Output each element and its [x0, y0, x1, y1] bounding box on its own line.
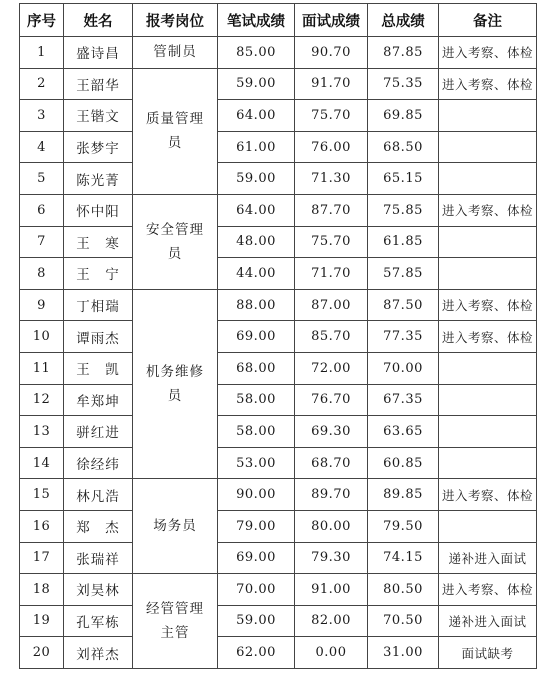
cell-remark: 进入考察、体检 [439, 574, 537, 606]
cell-name: 郑 杰 [64, 510, 133, 542]
cell-no: 5 [20, 163, 64, 195]
cell-name: 王韶华 [64, 68, 133, 100]
cell-interview: 90.70 [295, 37, 368, 69]
cell-written: 88.00 [218, 289, 295, 321]
cell-remark [439, 163, 537, 195]
cell-written: 69.00 [218, 542, 295, 574]
table-row [20, 352, 537, 384]
cell-interview: 82.00 [295, 605, 368, 637]
header-interview: 面试成绩 [295, 4, 368, 37]
cell-interview: 68.70 [295, 447, 368, 479]
table-row [20, 163, 537, 195]
header-row [20, 4, 537, 37]
table-row [20, 321, 537, 353]
cell-no: 17 [20, 542, 64, 574]
cell-no: 11 [20, 352, 64, 384]
cell-total: 75.85 [368, 194, 439, 226]
cell-interview: 85.70 [295, 321, 368, 353]
cell-interview: 71.30 [295, 163, 368, 195]
header-name: 姓名 [64, 4, 133, 37]
cell-total: 75.35 [368, 68, 439, 100]
cell-interview: 89.70 [295, 479, 368, 511]
cell-remark [439, 510, 537, 542]
cell-written: 59.00 [218, 163, 295, 195]
cell-interview: 80.00 [295, 510, 368, 542]
cell-interview: 91.70 [295, 68, 368, 100]
cell-no: 4 [20, 131, 64, 163]
cell-total: 87.85 [368, 37, 439, 69]
cell-no: 2 [20, 68, 64, 100]
cell-total: 77.35 [368, 321, 439, 353]
cell-written: 85.00 [218, 37, 295, 69]
cell-total: 69.85 [368, 100, 439, 132]
cell-post: 管制员 [133, 37, 218, 69]
cell-name: 王锴文 [64, 100, 133, 132]
cell-no: 10 [20, 321, 64, 353]
header-remark: 备注 [439, 4, 537, 37]
score-table [19, 3, 537, 669]
cell-name: 张梦宇 [64, 131, 133, 163]
cell-name: 林凡浩 [64, 479, 133, 511]
cell-interview: 0.00 [295, 637, 368, 669]
cell-written: 64.00 [218, 100, 295, 132]
cell-post: 经管管理主管 [133, 574, 218, 669]
cell-name: 张瑞祥 [64, 542, 133, 574]
cell-written: 90.00 [218, 479, 295, 511]
table-row [20, 416, 537, 448]
cell-written: 62.00 [218, 637, 295, 669]
cell-remark [439, 100, 537, 132]
cell-total: 31.00 [368, 637, 439, 669]
table-row [20, 258, 537, 290]
cell-total: 67.35 [368, 384, 439, 416]
cell-total: 70.00 [368, 352, 439, 384]
cell-remark [439, 384, 537, 416]
cell-no: 7 [20, 226, 64, 258]
cell-total: 89.85 [368, 479, 439, 511]
header-total: 总成绩 [368, 4, 439, 37]
cell-interview: 79.30 [295, 542, 368, 574]
cell-name: 徐经纬 [64, 447, 133, 479]
cell-no: 19 [20, 605, 64, 637]
cell-post: 场务员 [133, 479, 218, 574]
cell-post: 安全管理员 [133, 194, 218, 289]
cell-written: 48.00 [218, 226, 295, 258]
cell-written: 53.00 [218, 447, 295, 479]
cell-interview: 75.70 [295, 100, 368, 132]
cell-name: 孔军栋 [64, 605, 133, 637]
cell-remark: 递补进入面试 [439, 542, 537, 574]
cell-total: 87.50 [368, 289, 439, 321]
cell-written: 59.00 [218, 605, 295, 637]
cell-name: 刘祥杰 [64, 637, 133, 669]
cell-written: 64.00 [218, 194, 295, 226]
cell-no: 12 [20, 384, 64, 416]
cell-total: 74.15 [368, 542, 439, 574]
cell-remark [439, 416, 537, 448]
cell-total: 61.85 [368, 226, 439, 258]
cell-total: 57.85 [368, 258, 439, 290]
cell-written: 79.00 [218, 510, 295, 542]
cell-written: 61.00 [218, 131, 295, 163]
cell-interview: 76.70 [295, 384, 368, 416]
cell-total: 70.50 [368, 605, 439, 637]
cell-written: 70.00 [218, 574, 295, 606]
cell-name: 丁相瑞 [64, 289, 133, 321]
table-row [20, 637, 537, 669]
cell-no: 18 [20, 574, 64, 606]
cell-interview: 72.00 [295, 352, 368, 384]
cell-written: 68.00 [218, 352, 295, 384]
cell-interview: 75.70 [295, 226, 368, 258]
cell-written: 69.00 [218, 321, 295, 353]
cell-name: 刘昊林 [64, 574, 133, 606]
cell-remark [439, 447, 537, 479]
cell-interview: 69.30 [295, 416, 368, 448]
cell-name: 王 寒 [64, 226, 133, 258]
table-row [20, 226, 537, 258]
cell-no: 6 [20, 194, 64, 226]
cell-post: 质量管理员 [133, 68, 218, 194]
cell-remark: 进入考察、体检 [439, 37, 537, 69]
cell-total: 79.50 [368, 510, 439, 542]
header-post: 报考岗位 [133, 4, 218, 37]
table-body [20, 37, 537, 669]
cell-name: 陈光菁 [64, 163, 133, 195]
cell-interview: 87.00 [295, 289, 368, 321]
table-row [20, 194, 537, 226]
cell-written: 58.00 [218, 384, 295, 416]
cell-name: 怀中阳 [64, 194, 133, 226]
cell-no: 16 [20, 510, 64, 542]
cell-remark: 面试缺考 [439, 637, 537, 669]
cell-no: 8 [20, 258, 64, 290]
cell-written: 44.00 [218, 258, 295, 290]
header-no: 序号 [20, 4, 64, 37]
cell-total: 80.50 [368, 574, 439, 606]
cell-remark: 进入考察、体检 [439, 321, 537, 353]
cell-name: 王 凯 [64, 352, 133, 384]
cell-written: 58.00 [218, 416, 295, 448]
table-row [20, 289, 537, 321]
cell-name: 盛诗昌 [64, 37, 133, 69]
cell-remark: 进入考察、体检 [439, 479, 537, 511]
table-row [20, 542, 537, 574]
cell-no: 15 [20, 479, 64, 511]
table-row [20, 384, 537, 416]
table-row [20, 510, 537, 542]
cell-remark: 进入考察、体检 [439, 68, 537, 100]
cell-remark [439, 226, 537, 258]
table-row [20, 37, 537, 69]
cell-no: 20 [20, 637, 64, 669]
table-row [20, 100, 537, 132]
cell-total: 68.50 [368, 131, 439, 163]
score-table-container [19, 3, 537, 669]
table-row [20, 479, 537, 511]
cell-total: 60.85 [368, 447, 439, 479]
cell-remark: 递补进入面试 [439, 605, 537, 637]
cell-name: 王 宁 [64, 258, 133, 290]
cell-total: 65.15 [368, 163, 439, 195]
cell-interview: 76.00 [295, 131, 368, 163]
cell-remark: 进入考察、体检 [439, 194, 537, 226]
cell-no: 13 [20, 416, 64, 448]
cell-post: 机务维修员 [133, 289, 218, 479]
cell-total: 63.65 [368, 416, 439, 448]
cell-name: 牟郑坤 [64, 384, 133, 416]
cell-remark [439, 131, 537, 163]
cell-no: 9 [20, 289, 64, 321]
header-written: 笔试成绩 [218, 4, 295, 37]
cell-interview: 87.70 [295, 194, 368, 226]
cell-name: 谭雨杰 [64, 321, 133, 353]
table-row [20, 605, 537, 637]
table-row [20, 68, 537, 100]
cell-written: 59.00 [218, 68, 295, 100]
table-row [20, 574, 537, 606]
cell-interview: 91.00 [295, 574, 368, 606]
cell-no: 3 [20, 100, 64, 132]
cell-remark [439, 258, 537, 290]
cell-remark: 进入考察、体检 [439, 289, 537, 321]
cell-no: 14 [20, 447, 64, 479]
cell-remark [439, 352, 537, 384]
cell-name: 骈红进 [64, 416, 133, 448]
cell-interview: 71.70 [295, 258, 368, 290]
cell-no: 1 [20, 37, 64, 69]
table-row [20, 447, 537, 479]
table-row [20, 131, 537, 163]
